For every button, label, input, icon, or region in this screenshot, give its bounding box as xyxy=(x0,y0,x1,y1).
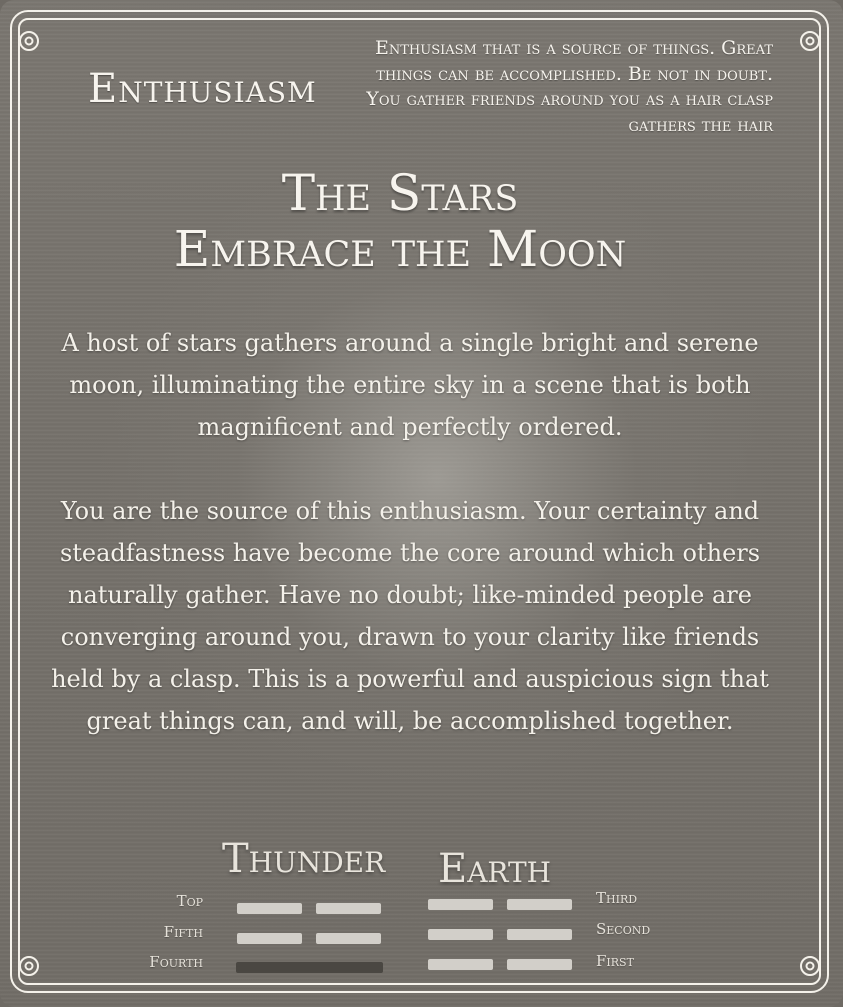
line-fifth-right-segment xyxy=(316,933,381,944)
line-label-fourth: Fourth xyxy=(149,953,203,971)
upper-trigram-name: Thunder xyxy=(222,836,386,882)
title-line-1: The Stars xyxy=(281,164,519,222)
line-label-first: First xyxy=(596,952,634,970)
hexagram-keyword: Enthusiasm xyxy=(88,66,317,112)
title-line-2: Embrace the Moon xyxy=(173,220,627,278)
line-first-right-segment xyxy=(507,959,572,970)
line-fourth-solid xyxy=(236,962,383,973)
reading-description: You are the source of this enthusiasm. Your certainty and steadfastness have become the core around which others naturally gather. Have no doubt; like-minded people are converging around you, drawn to your clarity like friends held by a clasp. This is a powerful and auspicious sign that great things can, and will, be accomplished together. xyxy=(51,497,769,735)
line-top-left-segment xyxy=(237,903,302,914)
judgement-text: Enthusiasm that is a source of things. Great things can be accomplished. Be not in doubt. You gather friends around you as a hair clasp gathers the hair xyxy=(366,37,773,136)
corner-ornament-top-left-icon xyxy=(14,26,44,56)
line-top-right-segment xyxy=(316,903,381,914)
line-first-left-segment xyxy=(428,959,493,970)
line-label-top: Top xyxy=(176,892,203,910)
line-label-fifth: Fifth xyxy=(163,923,203,941)
line-label-second: Second xyxy=(596,920,651,938)
line-third-left-segment xyxy=(428,899,493,910)
line-second-right-segment xyxy=(507,929,572,940)
corner-ornament-bottom-right-icon xyxy=(795,951,825,981)
line-third-right-segment xyxy=(507,899,572,910)
line-fifth-left-segment xyxy=(237,933,302,944)
corner-ornament-top-right-icon xyxy=(795,26,825,56)
line-second-left-segment xyxy=(428,929,493,940)
hexagram-title xyxy=(0,165,800,277)
lower-trigram-name: Earth xyxy=(438,846,552,892)
image-description: A host of stars gathers around a single bright and serene moon, illuminating the entire sky in a scene that is both magnificent and perfectly ordered. xyxy=(61,329,759,441)
corner-ornament-bottom-left-icon xyxy=(14,951,44,981)
line-label-third: Third xyxy=(596,889,638,907)
